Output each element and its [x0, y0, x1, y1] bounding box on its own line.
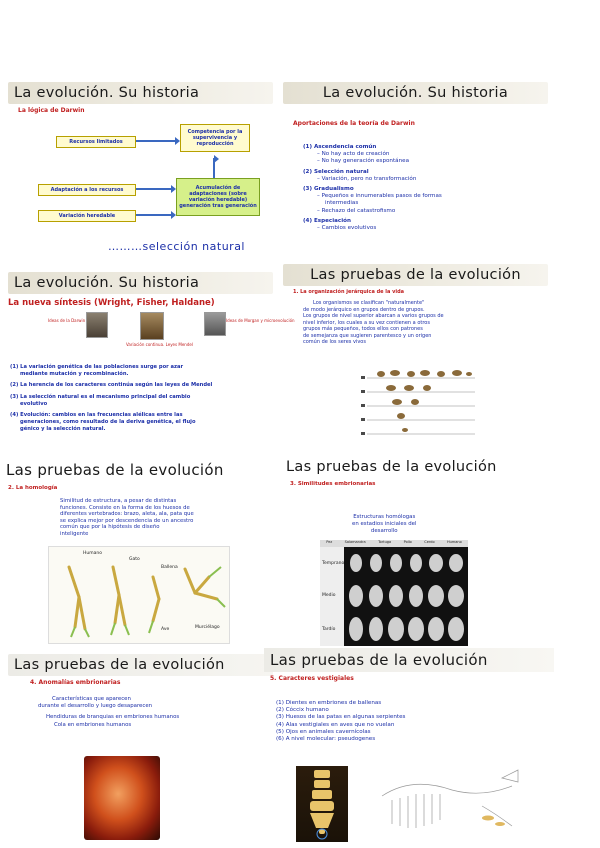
box-recursos: Recursos limitados: [56, 136, 136, 148]
text-line: en estadios iniciales del: [352, 521, 417, 528]
list-item: – Variación, pero no transformación: [317, 175, 417, 182]
arrow-icon: [136, 140, 176, 142]
text-line: durante el desarrollo y luego desaparecen: [38, 703, 153, 710]
text-line: diferentes vertebrados: brazo, aleta, ala, pata que: [60, 511, 194, 518]
homology-limbs-illustration: [48, 546, 230, 644]
portrait-darwin: [86, 312, 108, 338]
slide-new-synthesis: [8, 272, 295, 452]
list-item: – No hay acto de creación: [317, 151, 390, 158]
list-item: (3) Huesos de las patas en algunas serpientes: [276, 714, 406, 721]
text-line: de semejanza que sugieren parentesco y un origen: [303, 332, 432, 339]
contribution-list: [303, 144, 442, 232]
point: (3) La selección natural es el mecanismo principal del cambio: [10, 393, 191, 400]
slide-subtitle: 5. Caracteres vestigiales: [270, 675, 354, 682]
text-line: se explica mejor por descendencia de un ancestro: [60, 517, 194, 524]
text-line: funciones. Consiste en la forma de los huesos de: [60, 504, 190, 511]
embryo-comparison-image: [320, 540, 468, 646]
column-label: Pollo: [403, 540, 412, 544]
point: (2) La herencia de los caracteres continúa según las leyes de Mendel: [10, 382, 213, 389]
text-line: inteligente: [60, 530, 89, 537]
limb-label: Ave: [161, 627, 170, 632]
list-item: (1) Dientes en embriones de ballenas: [276, 700, 382, 706]
text-line: grupos más pequeños, todos ellos con patrones: [303, 326, 423, 332]
point: evolutivo: [20, 400, 48, 407]
vestigial-list: [276, 700, 405, 743]
point: mediante mutación y recombinación.: [20, 371, 129, 378]
row-label: Tardío: [322, 627, 336, 632]
point: (1) La variación genética de las poblaciones surge por azar: [10, 364, 184, 370]
list-item: – Rechazo del catastrofismo: [317, 207, 396, 214]
conclusion-text: ………selección natural: [108, 240, 245, 253]
column-label: Salamandra: [344, 540, 366, 544]
hierarchy-text: [303, 300, 444, 346]
list-item: intermedias: [325, 200, 359, 207]
portrait-morgan: [204, 312, 226, 336]
row-label: Medio: [322, 593, 336, 598]
list-item: (4) Alas vestigiales en aves que no vuelan: [276, 721, 395, 728]
limb-label: Murciélago: [195, 625, 220, 630]
slide-homology: [4, 458, 272, 650]
point: génico y la selección natural.: [20, 426, 106, 433]
slide-subtitle: 1. La organización jerárquica de la vida: [293, 289, 405, 295]
slide-subtitle: La nueva síntesis (Wright, Fisher, Haldane): [8, 298, 215, 308]
slide-darwin-contributions: [283, 82, 548, 260]
row-label-column: [320, 547, 344, 646]
slide-embryos: [280, 456, 548, 652]
slide-embryo-anomalies: [8, 654, 273, 844]
slide-title: La evolución. Su historia: [283, 82, 548, 104]
portrait-label: Ideas de Morgan y microevolución: [226, 318, 295, 323]
synthesis-points: [10, 364, 212, 434]
human-embryo-photo: [84, 756, 160, 840]
text-line: Características que aparecen: [52, 696, 131, 702]
column-label: Tortuga: [378, 540, 392, 544]
text-line: Cola en embriones humanos: [54, 721, 132, 728]
slide-subtitle: 4. Anomalías embrionarias: [30, 679, 121, 686]
slide-title: La evolución. Su historia: [8, 82, 273, 104]
slide-title: Las pruebas de la evolución: [283, 264, 548, 286]
slide-subtitle: Aportaciones de la teoría de Darwin: [293, 120, 415, 127]
slide-subtitle: 3. Similitudes embrionarias: [290, 481, 376, 487]
row-label: Temprano: [322, 561, 345, 566]
portrait-mendel: [140, 312, 164, 340]
portrait-label: Variación continua. Leyes Mendel: [126, 342, 193, 347]
text-line: común de los seres vivos: [303, 339, 366, 345]
portrait-label: Ideas de la Darwin: [48, 318, 86, 323]
anomaly-text: [38, 696, 179, 729]
box-variacion: Variación heredable: [38, 210, 136, 222]
list-item: (1) Ascendencia común: [303, 144, 377, 150]
embryo-column-header: [320, 540, 468, 547]
slide-title: La evolución. Su historia: [8, 272, 273, 294]
text-line: Hendiduras de branquias en embriones humanos: [46, 714, 180, 721]
arrow-down-icon: [213, 158, 215, 178]
coccyx-photo: [296, 766, 348, 842]
list-item: – No hay generación espontánea: [317, 158, 410, 165]
slide-subtitle: La lógica de Darwin: [18, 107, 85, 114]
limb-label: Ballena: [161, 565, 178, 570]
whale-skeleton-drawing: [372, 766, 522, 842]
text-line: nivel inferior, los cuales a su vez contienen a otros: [303, 319, 430, 326]
point: (4) Evolución: cambios en las frecuencias alélicas entre las: [10, 412, 183, 419]
list-item: – Cambios evolutivos: [317, 225, 377, 232]
slide-subtitle: 2. La homología: [8, 485, 58, 491]
list-item: (2) Selección natural: [303, 168, 369, 175]
point: generaciones, como resultado de la deriva genética, el flujo: [20, 419, 196, 426]
limb-label: Humano: [83, 551, 102, 556]
animal-hierarchy-illustration: [361, 364, 481, 446]
column-label: Humano: [447, 540, 462, 544]
list-item: (6) A nivel molecular: pseudogenes: [276, 736, 376, 743]
box-adaptacion: Adaptación a los recursos: [38, 184, 136, 196]
list-item: – Pequeños e innumerables pasos de formas: [317, 193, 442, 200]
text-line: Similitud de estructura, a pesar de distintas: [60, 498, 177, 504]
limb-label: Gato: [129, 557, 140, 562]
list-item: (4) Especiación: [303, 217, 351, 224]
slide-hierarchy: [283, 264, 548, 452]
arrow-icon: [136, 188, 172, 190]
slide-title: Las pruebas de la evolución: [264, 648, 554, 672]
column-label: Pez: [326, 540, 333, 544]
list-item: (5) Ojos en animales cavernícolas: [276, 728, 371, 735]
text-line: común que por la hipótesis de diseño: [60, 524, 160, 531]
text-line: Los grupos de nivel superior abarcan a varios grupos de: [303, 313, 444, 319]
embryo-text: [352, 514, 416, 536]
slide-darwin-logic: [8, 82, 273, 260]
slide-vestigial: [264, 648, 554, 846]
text-line: desarrollo: [370, 528, 398, 535]
text-line: Los organismos se clasifican "naturalmente": [313, 300, 425, 306]
homology-text: [60, 498, 194, 538]
slide-title: Las pruebas de la evolución: [8, 654, 273, 676]
box-acumulacion: Acumulación de adaptaciones (sobre variación heredable) generación tras generación: [176, 178, 260, 216]
list-item: (3) Gradualismo: [303, 186, 354, 193]
column-label: Cerdo: [424, 540, 435, 544]
text-line: Estructuras homólogas: [353, 514, 416, 520]
slide-title: Las pruebas de la evolución: [286, 459, 497, 475]
box-competencia: Competencia por la supervivencia y reproducción: [180, 124, 250, 152]
arrow-icon: [136, 214, 172, 216]
slide-title: Las pruebas de la evolución: [6, 461, 224, 479]
list-item: (2) Cóccix humano: [276, 707, 329, 714]
text-line: de modo jerárquico en grupos dentro de grupos.: [303, 306, 425, 313]
